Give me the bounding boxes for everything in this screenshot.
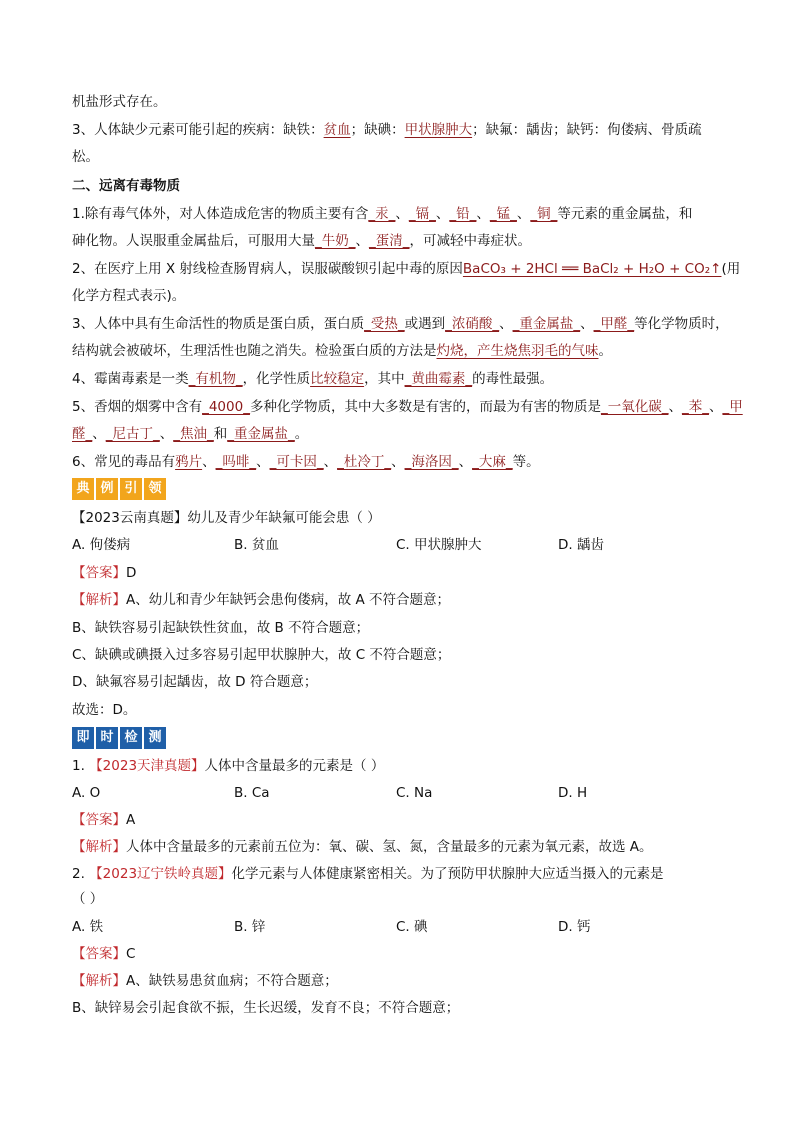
text-line: 5、香烟的烟雾中含有_4000_多种化学物质，其中大多数是有害的，而最为有害的物质是_一氧化碳_、_苯_、_甲: [72, 399, 743, 415]
option-d: D. 龋齿: [558, 537, 604, 553]
explanation-line: 故选：D。: [72, 702, 137, 718]
question-text: 1. 【2023天津真题】人体中含量最多的元素是（ ）: [72, 758, 385, 774]
question-text: 【2023云南真题】幼儿及青少年缺氟可能会患（ ）: [72, 510, 381, 526]
text-line: 3、人体中具有生命活性的物质是蛋白质，蛋白质_受热_或遇到_浓硝酸_、_重金属盐_、_甲醛_等化学物质时，: [72, 316, 729, 332]
text-line: 1.除有毒气体外，对人体造成危害的物质主要有含_汞_、_镉_、_铅_、_锰_、_铜_等元素的重金属盐，和: [72, 206, 693, 222]
option-b: B. 贫血: [234, 537, 279, 553]
option-d: D. 钙: [558, 919, 591, 935]
option-a: A. O: [72, 785, 101, 801]
text-line: 2、在医疗上用 X 射线检查肠胃病人，误服碳酸钡引起中毒的原因BaCO₃ + 2HCl ══ BaCl₂ + H₂O + CO₂↑(用: [72, 261, 741, 277]
explanation-line: B、缺铁容易引起缺铁性贫血，故 B 不符合题意；: [72, 620, 370, 636]
answer-line: 【答案】C: [72, 946, 136, 962]
text-line: 6、常见的毒品有鸦片、_吗啡_、_可卡因_、_杜冷丁_、_海洛因_、_大麻_等。: [72, 454, 540, 470]
option-c: C. 碘: [396, 919, 428, 935]
option-a: A. 铁: [72, 919, 104, 935]
section-banner-examples: 典 例 引 领: [72, 478, 166, 500]
section-heading: 二、远离有毒物质: [72, 178, 180, 194]
explanation-line: 【解析】A、幼儿和青少年缺钙会患佝偻病，故 A 不符合题意；: [72, 592, 451, 608]
option-d: D. H: [558, 785, 588, 801]
text-line: 化学方程式表示)。: [72, 288, 186, 304]
question-text: 2. 【2023辽宁铁岭真题】化学元素与人体健康紧密相关。为了预防甲状腺肿大应适当摄入的元素是: [72, 866, 664, 882]
section-banner-practice: 即 时 检 测: [72, 727, 166, 749]
explanation-line: D、缺氟容易引起龋齿，故 D 符合题意；: [72, 674, 318, 690]
answer-line: 【答案】A: [72, 812, 136, 828]
option-b: B. Ca: [234, 785, 270, 801]
text-line: 4、霉菌毒素是一类_有机物_，化学性质比较稳定，其中_黄曲霉素_的毒性最强。: [72, 371, 554, 387]
explanation-line: 【解析】A、缺铁易患贫血病；不符合题意；: [72, 973, 338, 989]
text-line: 3、人体缺少元素可能引起的疾病：缺铁：贫血；缺碘：甲状腺肿大；缺氟：龋齿；缺钙：佝偻病、骨质疏: [72, 122, 702, 138]
option-b: B. 锌: [234, 919, 266, 935]
explanation-line: C、缺碘或碘摄入过多容易引起甲状腺肿大，故 C 不符合题意；: [72, 647, 451, 663]
explanation-line: 【解析】人体中含量最多的元素前五位为：氧、碳、氢、氮，含量最多的元素为氧元素，故选 A。: [72, 839, 653, 855]
answer-line: 【答案】D: [72, 565, 137, 581]
text-line: 松。: [72, 149, 99, 165]
text-line: 结构就会被破坏，生理活性也随之消失。检验蛋白质的方法是灼烧，产生烧焦羽毛的气味。: [72, 343, 612, 359]
chemical-equation: BaCO₃ + 2HCl ══ BaCl₂ + H₂O + CO₂↑: [462, 261, 722, 277]
option-a: A. 佝偻病: [72, 537, 131, 553]
option-c: C. Na: [396, 785, 433, 801]
option-c: C. 甲状腺肿大: [396, 537, 482, 553]
text-line: 砷化物。人误服重金属盐后，可服用大量_牛奶_、_蛋清_，可减轻中毒症状。: [72, 233, 531, 249]
explanation-line: B、缺锌易会引起食欲不振，生长迟缓，发育不良；不符合题意；: [72, 1000, 460, 1016]
text-line: 机盐形式存在。: [72, 94, 167, 110]
question-text: （ ）: [72, 891, 104, 907]
text-line: 醛_、_尼古丁_、_焦油_和_重金属盐_。: [72, 426, 309, 442]
